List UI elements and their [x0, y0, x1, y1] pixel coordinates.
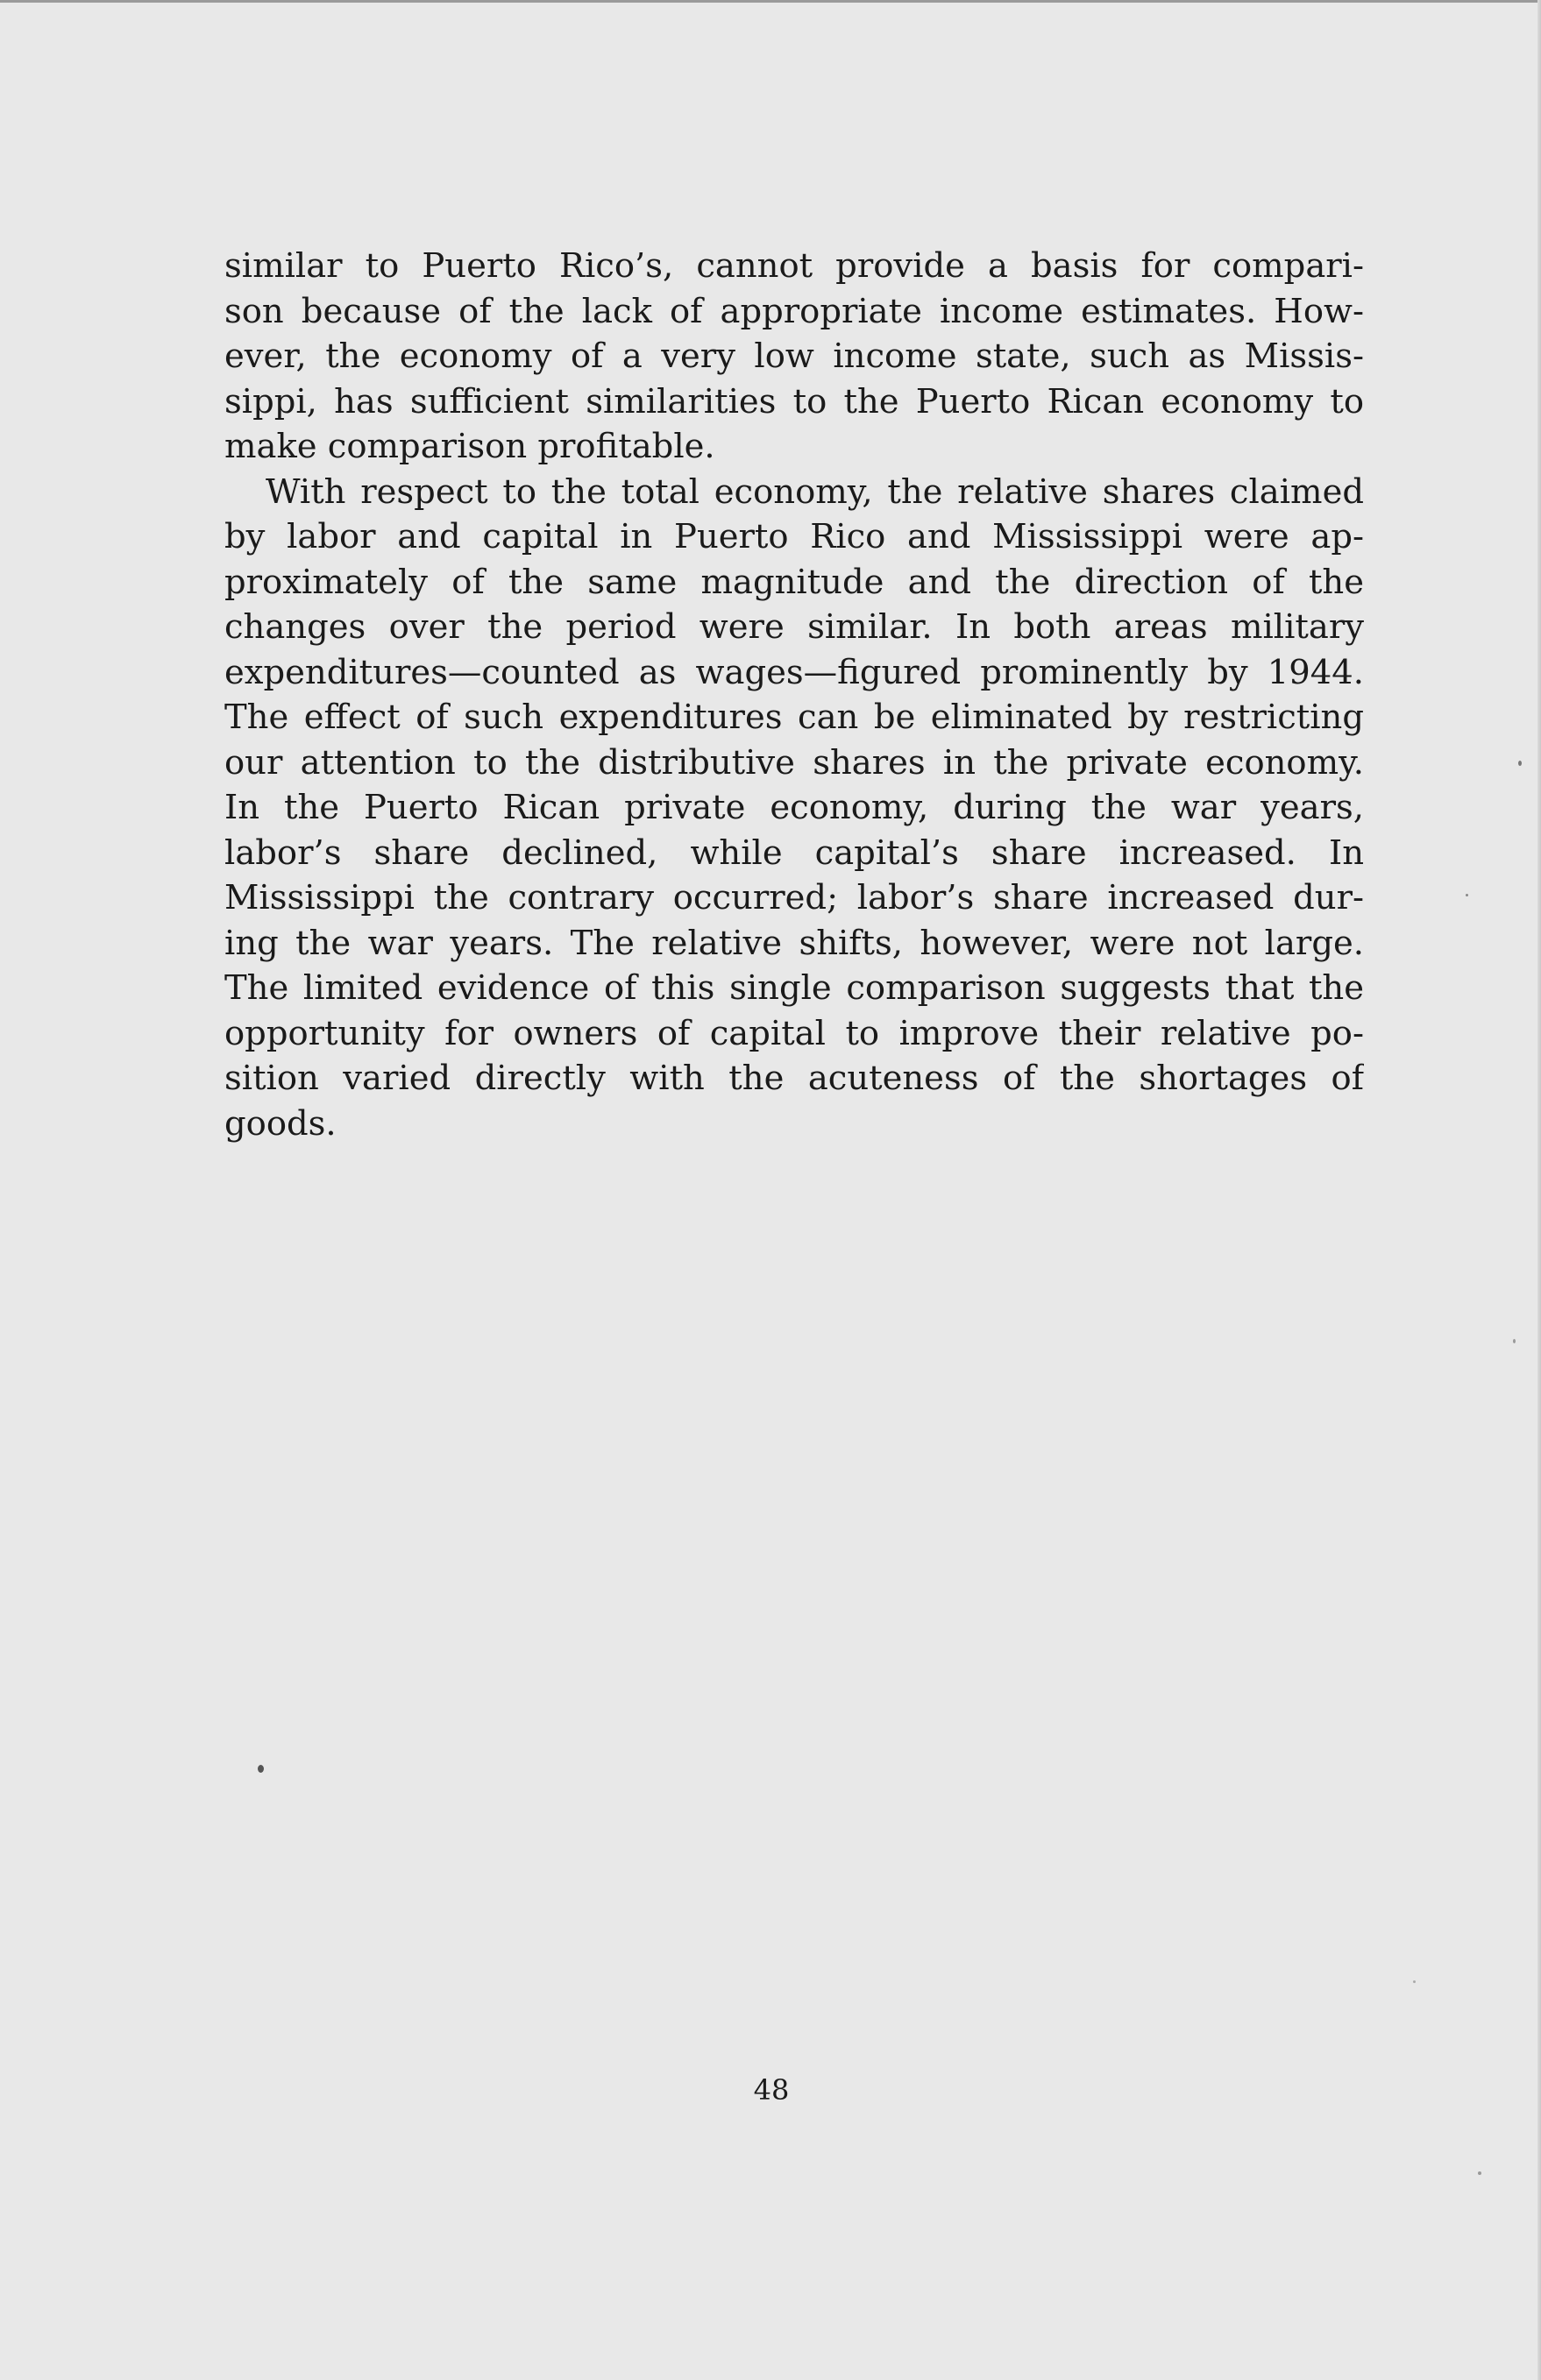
page-number: 48 [753, 2073, 790, 2107]
paragraph-1 [224, 244, 1364, 470]
text-line: son because of the lack of appropriate income estimates. How- [224, 291, 1364, 331]
ink-speck [1513, 1339, 1516, 1343]
text-line: sippi, has sufficient similarities to the Puerto Rican economy to [224, 381, 1364, 421]
text-line: expenditures—counted as wages—figured prominently by 1944. [224, 652, 1364, 692]
text-line: Mississippi the contrary occurred; labor’s share increased dur- [224, 878, 1364, 917]
text-line: proximately of the same magnitude and the direction of the [224, 562, 1364, 602]
text-line: opportunity for owners of capital to improve their relative po- [224, 1013, 1364, 1053]
text-line: The limited evidence of this single comparison suggests that the [224, 968, 1364, 1008]
text-line: labor’s share declined, while capital’s share increased. In [224, 832, 1364, 873]
ink-speck [258, 1765, 264, 1773]
ink-speck [1413, 1980, 1416, 1983]
text-line: ever, the economy of a very low income state, such as Missis- [224, 336, 1364, 376]
ink-speck [1466, 894, 1468, 896]
text-line: sition varied directly with the acuteness of the shortages of [224, 1059, 1364, 1098]
body-text [224, 244, 1364, 1146]
text-line: goods. [224, 1103, 337, 1144]
text-line: similar to Puerto Rico’s, cannot provide a basis for compari- [224, 246, 1364, 286]
ink-speck [1478, 2171, 1481, 2175]
text-line: by labor and capital in Puerto Rico and Mississippi were ap- [224, 517, 1364, 556]
text-line: In the Puerto Rican private economy, during the war years, [224, 788, 1364, 827]
page-right-edge [1537, 0, 1541, 2380]
text-line: our attention to the distributive shares in the private economy. [224, 742, 1364, 783]
text-line: changes over the period were similar. In both areas military [224, 607, 1364, 647]
paragraph-2 [224, 470, 1364, 1147]
page-top-edge [0, 0, 1541, 3]
ink-speck [1518, 761, 1522, 766]
text-line: The effect of such expenditures can be eliminated by restricting [224, 698, 1364, 737]
text-line: With respect to the total economy, the relative shares claimed [266, 471, 1364, 512]
text-line: make comparison profitable. [224, 427, 715, 466]
text-line: ing the war years. The relative shifts, however, were not large. [224, 923, 1364, 963]
